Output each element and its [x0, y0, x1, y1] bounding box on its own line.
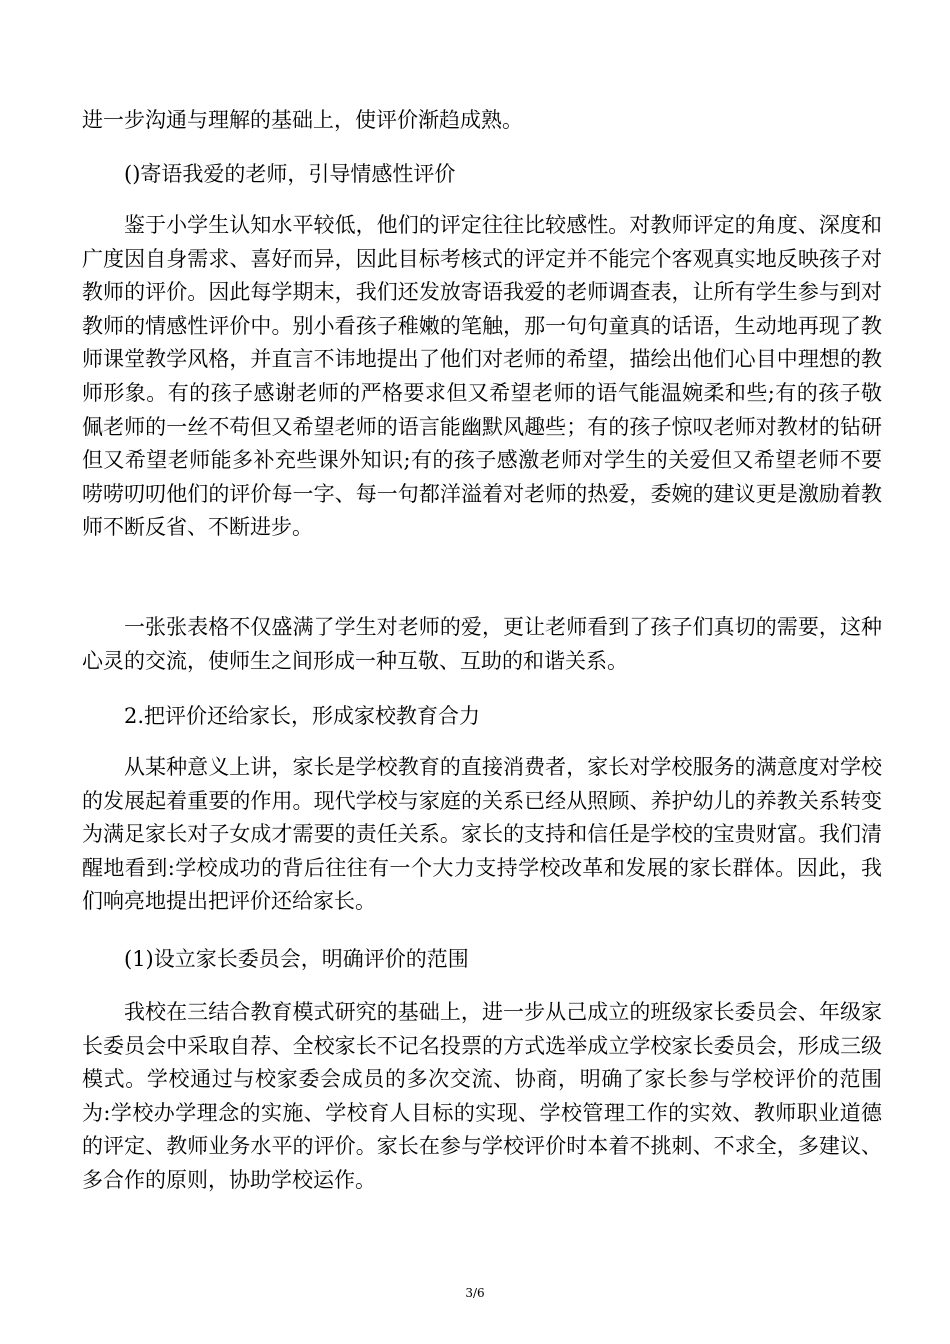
paragraph-committee-scope: 我校在三结合教育模式研究的基础上，进一步从己成立的班级家长委员会、年级家长委员会中采取自荐、全校家长不记名投票的方式选举成立学校家长委员会，形成三级模式。学校通过与校家委会成员的多次交流、协商，明确了家长参与学校评价的范围为:学校办学理念的实施、学校育人目标的实现、学校管理工作的实效、教师职业道德的评定、教师业务水平的评价。家长在参与学校评价时本着不挑刺、不求全，多建议、多合作的原则，协助学校运作。 — [82, 1000, 882, 1192]
section-heading-parent-evaluation: 2.把评价还给家长，形成家校教育合力 — [124, 704, 481, 728]
paragraph-parent-role: 从某种意义上讲，家长是学校教育的直接消费者，家长对学校服务的满意度对学校的发展起着重要的作用。现代学校与家庭的关系已经从照顾、养护幼儿的养教关系转变为满足家长对子女成才需要的责任关系。家长的支持和信任是学校的宝贵财富。我们清醒地看到:学校成功的背后往往有一个大力支持学校改革和发展的家长群体。因此，我们响亮地提出把评价还给家长。 — [82, 755, 882, 914]
paragraph-continuation: 进一步沟通与理解的基础上，使评价渐趋成熟。 — [82, 108, 523, 132]
section-heading-teacher-message: ()寄语我爱的老师，引导情感性评价 — [124, 162, 456, 186]
paragraph-student-evaluation: 鉴于小学生认知水平较低，他们的评定往往比较感性。对教师评定的角度、深度和广度因自身需求、喜好而异，因此目标考核式的评定并不能完个客观真实地反映孩子对教师的评价。因此每学期末，我们还发放寄语我爱的老师调查表，让所有学生参与到对教师的情感性评价中。别小看孩子稚嫩的笔触，那一句句童真的话语，生动地再现了教师课堂教学风格，并直言不讳地提出了他们对老师的希望，描绘出他们心目中理想的教师形象。有的孩子感谢老师的严格要求但又希望老师的语气能温婉柔和些;有的孩子敬佩老师的一丝不苟但又希望老师的语言能幽默风趣些；有的孩子惊叹老师对教材的钻研但又希望老师能多补充些课外知识;有的孩子感激老师对学生的关爱但又希望老师不要唠唠叨叨他们的评价每一字、每一句都洋溢着对老师的热爱，委婉的建议更是激励着教师不断反省、不断进步。 — [82, 213, 882, 540]
page-number: 3/6 — [465, 1286, 485, 1300]
paragraph-form-summary: 一张张表格不仅盛满了学生对老师的爱，更让老师看到了孩子们真切的需要，这种心灵的交流，使师生之间形成一种互敬、互助的和谐关系。 — [82, 615, 882, 673]
section-heading-parent-committee: (1)设立家长委员会，明确评价的范围 — [124, 947, 469, 971]
